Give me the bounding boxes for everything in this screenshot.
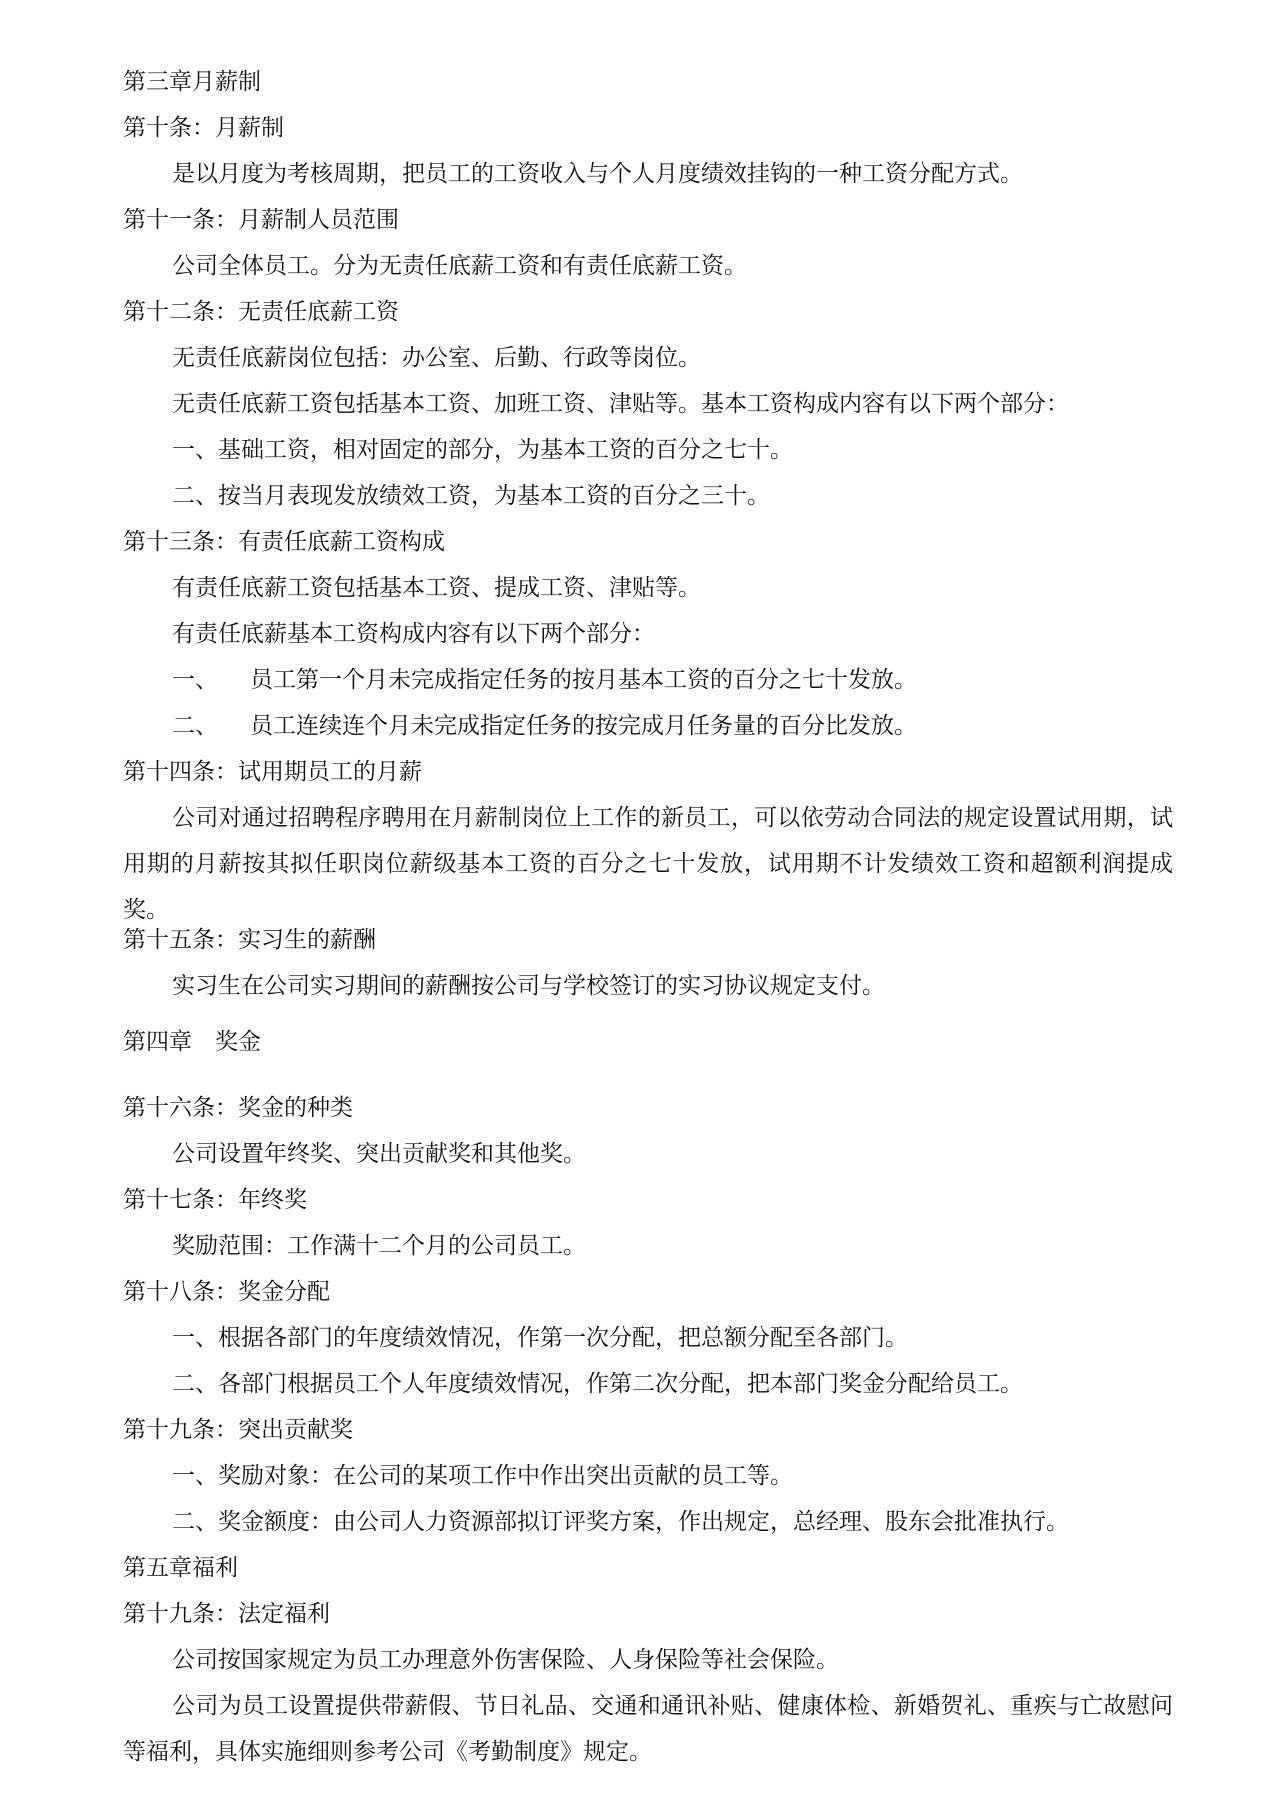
article-18-heading: 第十八条：奖金分配 — [123, 1279, 330, 1305]
article-10-paragraph: 是以月度为考核周期，把员工的工资收入与个人月度绩效挂钩的一种工资分配方式。 — [172, 161, 1023, 187]
article-18-paragraph-1: 一、根据各部门的年度绩效情况，作第一次分配，把总额分配至各部门。 — [172, 1325, 908, 1351]
article-15-heading: 第十五条：实习生的薪酬 — [123, 927, 376, 953]
article-19-paragraph-1: 一、奖励对象：在公司的某项工作中作出突出贡献的员工等。 — [172, 1463, 793, 1489]
article-19-heading: 第十九条：突出贡献奖 — [123, 1417, 353, 1443]
article-19b-paragraph-2: 公司为员工设置提供带薪假、节日礼品、交通和通讯补贴、健康体检、新婚贺礼、重疾与亡故慰问等福利，具体实施细则参考公司《考勤制度》规定。 — [123, 1693, 1173, 1765]
list-number: 一、 — [172, 667, 218, 693]
article-14-paragraph: 公司对通过招聘程序聘用在月薪制岗位上工作的新员工，可以依劳动合同法的规定设置试用期，试用期的月薪按其拟任职岗位薪级基本工资的百分之七十发放，试用期不计发绩效工资和超额利润提成奖。 — [123, 805, 1173, 923]
article-12-paragraph-2: 无责任底薪工资包括基本工资、加班工资、津贴等。基本工资构成内容有以下两个部分： — [172, 391, 1069, 417]
list-number: 二、 — [172, 713, 218, 739]
article-10-heading: 第十条：月薪制 — [123, 115, 284, 141]
article-19b-heading: 第十九条：法定福利 — [123, 1601, 330, 1627]
article-14-heading: 第十四条：试用期员工的月薪 — [123, 759, 422, 785]
article-13-list-item-1 — [172, 665, 917, 695]
list-text: 员工连续连个月未完成指定任务的按完成月任务量的百分比发放。 — [250, 713, 917, 739]
article-17-paragraph: 奖励范围：工作满十二个月的公司员工。 — [172, 1233, 586, 1259]
article-12-paragraph-1: 无责任底薪岗位包括：办公室、后勤、行政等岗位。 — [172, 345, 701, 371]
article-18-paragraph-2: 二、各部门根据员工个人年度绩效情况，作第二次分配，把本部门奖金分配给员工。 — [172, 1371, 1023, 1397]
article-13-paragraph-1: 有责任底薪工资包括基本工资、提成工资、津贴等。 — [172, 575, 701, 601]
article-13-list-item-2 — [172, 711, 917, 741]
article-15-paragraph: 实习生在公司实习期间的薪酬按公司与学校签订的实习协议规定支付。 — [172, 973, 885, 999]
article-12-paragraph-4: 二、按当月表现发放绩效工资，为基本工资的百分之三十。 — [172, 483, 770, 509]
article-11-heading: 第十一条：月薪制人员范围 — [123, 207, 399, 233]
article-12-paragraph-3: 一、基础工资，相对固定的部分，为基本工资的百分之七十。 — [172, 437, 793, 463]
chapter-5-heading: 第五章福利 — [123, 1555, 238, 1581]
list-text: 员工第一个月未完成指定任务的按月基本工资的百分之七十发放。 — [250, 667, 917, 693]
article-13-paragraph-2: 有责任底薪基本工资构成内容有以下两个部分： — [172, 621, 655, 647]
article-12-heading: 第十二条：无责任底薪工资 — [123, 299, 399, 325]
article-19b-paragraph-1: 公司按国家规定为员工办理意外伤害保险、人身保险等社会保险。 — [172, 1647, 839, 1673]
chapter-4-heading: 第四章 奖金 — [123, 1029, 261, 1055]
article-16-heading: 第十六条：奖金的种类 — [123, 1095, 353, 1121]
article-13-heading: 第十三条：有责任底薪工资构成 — [123, 529, 445, 555]
article-17-heading: 第十七条：年终奖 — [123, 1187, 307, 1213]
article-19-paragraph-2: 二、奖金额度：由公司人力资源部拟订评奖方案，作出规定，总经理、股东会批准执行。 — [172, 1509, 1069, 1535]
article-16-paragraph: 公司设置年终奖、突出贡献奖和其他奖。 — [172, 1141, 586, 1167]
chapter-3-heading: 第三章月薪制 — [123, 69, 261, 95]
article-11-paragraph: 公司全体员工。分为无责任底薪工资和有责任底薪工资。 — [172, 253, 747, 279]
